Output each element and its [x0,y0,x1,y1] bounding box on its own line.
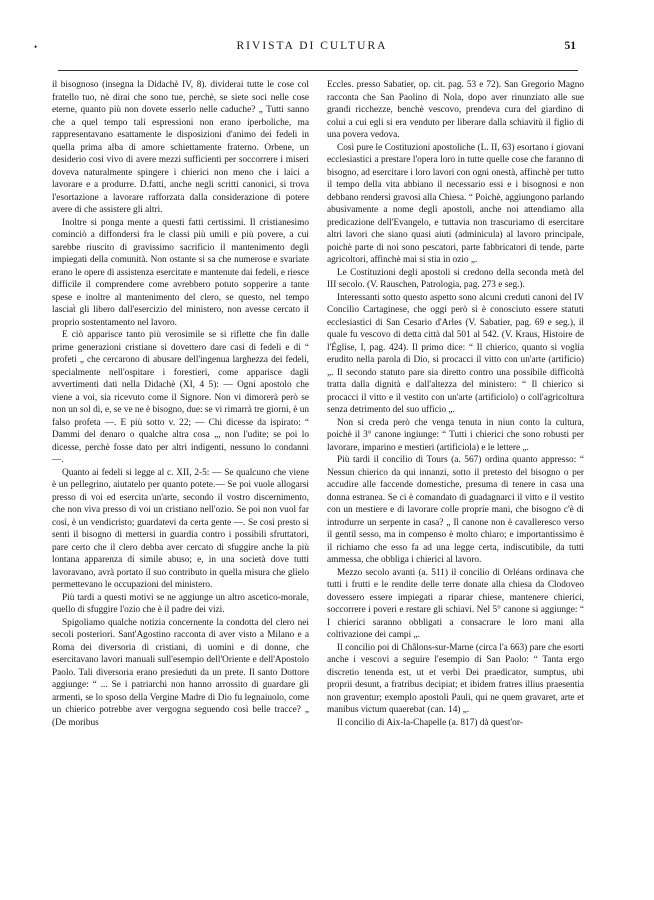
paragraph: Il concilio poi di Châlons-sur-Marne (circa l'a 663) pare che esorti anche i vescovi a seguire l'esempio di San Paolo: “ Tanta ergo discretio tenenda est, ut et verbi Dei praedicator, sumptus, ubi proprii desunt, a fratribus decipiat; et ibidem fratres illius praesentia non graventur; exemplo apostoli Pauli, qui ne quem gravaret, arte et manibus victum quaerebat (can. 14) „. [327,642,584,715]
paragraph: Interessanti sotto questo aspetto sono alcuni creduti canoni del IV Concilio Cartaginese, che oggi però si è conosciuto essere statuti ecclesiastici di San Cesario d'Arles (V. Sabatier, pag. 69 e seg.), il quale fu vescovo di detta città dal 501 al 542. (V. Kraus, Histoire de l'Église, I, pag. 424). Il primo dice: “ Il chierico, quanto si voglia erudito nella parola di Dio, si procacci il vitto con un'arte (artificio) „. Il secondo statuto pare sia diretto contro una possibile difficoltà tratta dalla dignità e dall'altezza del ministero: “ Il chierico si procacci il vitto e il vestito con un'arte (artificiolo) o coll'agricoltura senza detrimento del suo ufficio „. [327,292,584,415]
page-number: 51 [564,40,576,52]
page-header [34,40,576,58]
paragraph: Le Costituzioni degli apostoli si credono della seconda metà del III secolo. (V. Rauschen, Patrologia, pag. 273 e seg.). [327,267,584,290]
paragraph: Più tardi a questi motivi se ne aggiunge un altro ascetico-morale, quello di sfuggire l'ozio che è il padre dei vizi. [52,592,309,615]
paragraph: Inoltre si ponga mente a questi fatti certissimi. Il cristianesimo cominciò a diffondersi fra le classi più umili e più povere, a cui sarebbe riuscito di gravissimo sacrificio il mantenimento degli impiegati della comunità. Non ostante si sa che numerose e svariate erano le opere di assistenza esercitate e mantenute dai fedeli, e riesce difficile il comprendere come avrebbero potuto sopperire a tante spese e inoltre al mantenimento del clero, se questo, nel tempo lasciat̀ gli libero dall'esercizio del ministero, non avesse cercato il proprio sostentamento nel lavoro. [52,217,309,328]
paragraph: E ciò apparisce tanto più verosimile se si riflette che fin dalle prime generazioni cristiane si dovettero dare casi di fedeli e di “ profeti „ che cercarono di abusare dell'ingenua larghezza dei fedeli, specialmente nell'ospitare i forestieri, come apparisce dagli avvertimenti dati nella Didachè (XI, 4 5): — Ogni apostolo che viene a voi, sia ricevuto come il Signore. Non vi dimorerà però se non un sol dì, e, se ve ne è bisogno, due: se vi rimarrà tre giorni, è un falso profeta —. E più sotto v. 22; — Chi dicesse da ispirato: “ Dammi del denaro o qualche altra cosa „, non l'udite; se poi lo dicesse, perchè fosse dato per altri indigenti, nessuno lo condanni —. [52,330,309,465]
right-column [327,79,584,729]
paragraph: Non si creda però che venga tenuta in niun conto la cultura, poichè il 3° canone ingiunge: “ Tutti i chierici che sono robusti per lavorare, imparino e mestieri (artificiola) e le lettere „. [327,417,584,453]
paragraph: Eccles. presso Sabatier, op. cit. pag. 53 e 72). San Gregorio Magno racconta che San Paolino di Nola, dopo aver rinunziato alle sue grandi ricchezze, benchè vescovo, prendeva cura del giardino di colui a cui egli si era venduto per liberare dalla schiavitù il figlio di una povera vedova. [327,80,584,140]
paragraph: Il concilio di Aix-la-Chapelle (a. 817) dà quest'or- [337,717,523,728]
paragraph: il bisognoso (insegna la Didachè IV, 8). dividerai tutte le cose col fratello tuo, nè dirai che sono tue, perchè, se siete soci nelle cose eterne, quanto più non dovete esserlo nelle caduche? „ Tutti sanno che a quel tempo tali espressioni non erano iperboliche, ma rappresentavano esattamente le disposizioni d'animo dei fedeli in quella prima alba di amore schiettamente fraterno. Orbene, un desiderio così vivo di avere mezzi sufficienti per soccorrere i miseri doveva naturalmente spingere i chierici non meno che i laici a lavorare e a produrre. D.fatti, anche negli scritti canonici, si trova l'esortazione a lavorare rafforzata dalla considerazione di potere avere di che assistere gli altri. [52,80,309,215]
paragraph: Quanto ai fedeli si legge al c. XII, 2-5: — Se qualcuno che viene è un pellegrino, aiutatelo per quanto potete.— Se poi vuole allogarsi presso di voi ed esercita un'arte, secondo il vostro discernimento, che non viva presso di voi un cristiano nell'ozio. Se poi non vuol far così, è un vendicristo; guardatevi da certa gente —. Se così presto si senti il bisogno di mettersi in guardia contro i possibili sfruttatori, pare certo che il clero debba aver cercato di sfuggire anche la più lontana apparenza di simile abuso; e, in una società dove tutti lavoravano, avrà portato il suo contributo in quella misura che glielo permettevano le occupazioni del ministero. [52,467,309,590]
left-column [52,79,309,729]
margin-mark: • [34,42,38,52]
header-rule [58,70,578,71]
paragraph: Così pure le Costituzioni apostoliche (L. II, 63) esortano i giovani ecclesiastici a prestare l'opera loro in tutte quelle cose che faranno di bisogno, ad esercitare i loro lavori con ogni onestà, affinchè per tutto il tempo della vita abbiano il necessario essi e i bisognosi e non debbano rendersi gravosi alla Chiesa. “ Poichè, aggiungono parlando abusivamente a nome degli apostoli, anche noi attendiamo alla predicazione dell'Evangelo, e tuttavia non trascuriamo di esercitare altri lavori che siano quasi aiuti (adminicula) al lavoro principale, poichè parte di noi sono pescatori, parte fabbricatori di tende, parte agricoltori, affinchè mai si stia in ozio „. [327,142,584,265]
paragraph: Più tardi il concilio di Tours (a. 567) ordina quanto appresso: “ Nessun chierico da qui innanzi, sotto il pretesto del bisogno o per accudire alle faccende domestiche, presuma di tenere in casa una donna estranea. Se ci è comandato di guadagnarci il vitto e il vestito con un mestiere e di lavorare colle proprie mani, che bisogno c'è di introdurre un serpente in casa? „ Il canone non è cavalleresco verso il gentil sesso, ma in compenso è molto chiaro; e importantissimo è il richiamo che esso fa ad una legge certa, indiscutibile, da tutti ammessa, che obbliga i chierici al lavoro. [327,455,584,565]
running-title: RIVISTA DI CULTURA [236,40,388,52]
paragraph: Spigoliamo qualche notizia concernente la condotta del clero nei secoli posteriori. Sant'Agostino racconta di aver visto a Milano e a Roma dei diversoria di cristiani, di uomini e di donne, che esercitavano lavori manuali sull'esempio dell'Oriente e dell'Apostolo Paolo. Tali diversoria erano presieduti da un prete. Il santo Dottore aggiunge: “ ... Se i patriarchi non hanno arrossito di guardare gli armenti, se lo sposo della Vergine Madre di Dio fu legnaiuolo, come un chierico potrebbe aver vergogna seguendo così belle tracce? „ (De moribus [52,617,309,728]
paragraph: Mezzo secolo avanti (a. 511) il concilio di Orléans ordinava che tutti i frutti e le rendite delle terre donate alla chiesa da Clodoveo dovessero essere impiegati a riparar chiese, mantenere chierici, soccorrere i poveri e restare gli schiavi. Nel 5° canone si aggiunge: “ I chierici saranno obbligati a consacrare le loro mani alla coltivazione dei campi „. [327,567,584,640]
